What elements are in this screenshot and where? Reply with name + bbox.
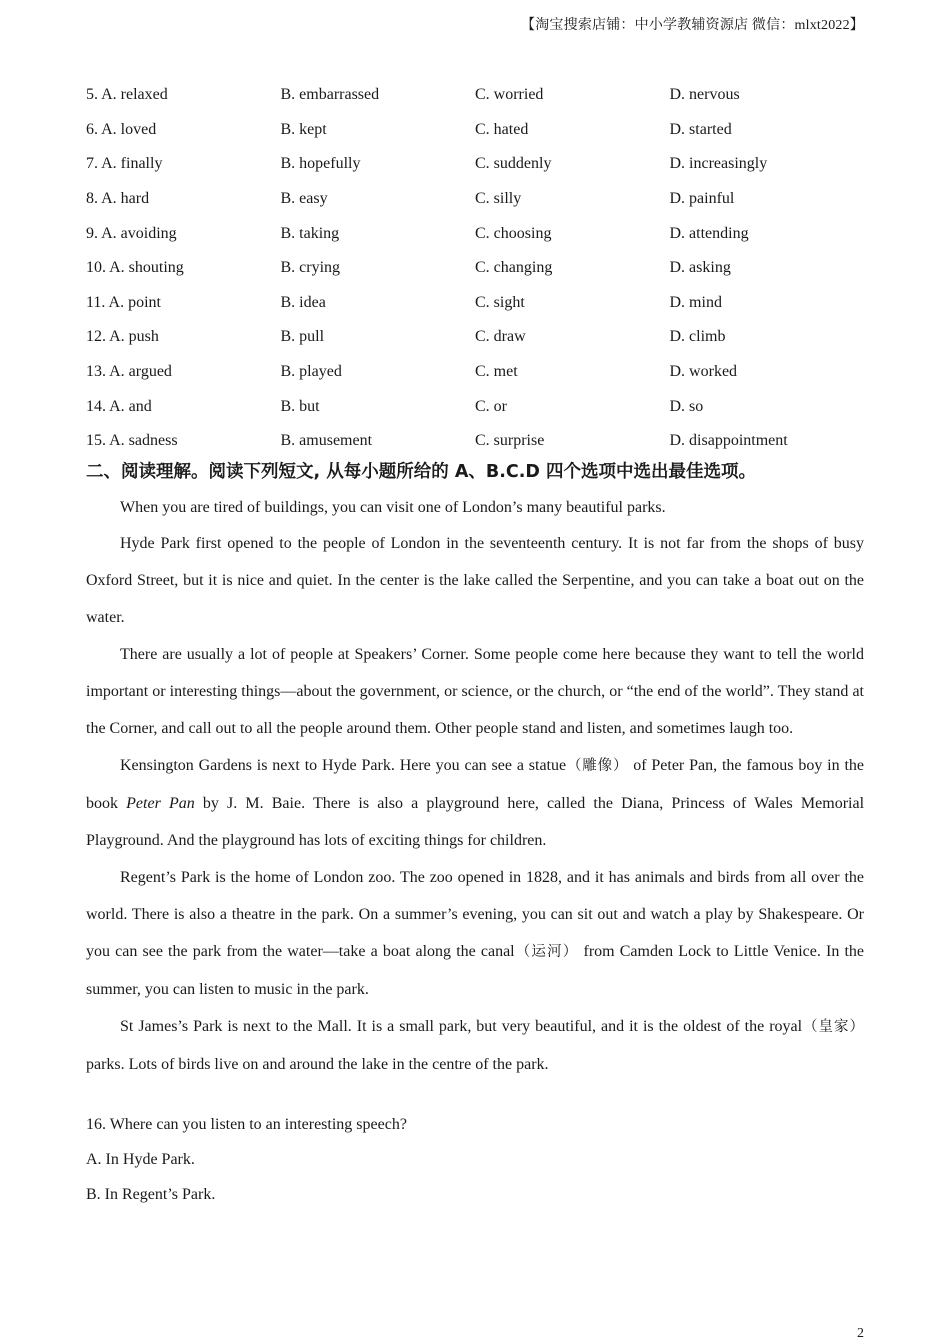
option-cell: 12. A. push	[86, 328, 159, 346]
paragraph-4-text-c: by J. M. Baie. There is also a playground here, called the Diana, Princess of Wales Memorial Playground. And the playground has lots of exciting things for children.	[86, 795, 865, 849]
option-cell: D. climb	[669, 328, 726, 346]
annotation-statue: （雕像）	[566, 758, 629, 774]
option-row	[86, 389, 886, 424]
paragraph-6-text-a: St James’s Park is next to the Mall. It is a small park, but very beautiful, and it is the oldest of the royal	[120, 1018, 803, 1035]
paragraph-6-text-b: parks. Lots of birds live on and around the lake in the centre of the park.	[86, 1056, 549, 1073]
option-row	[86, 424, 886, 459]
option-cell: D. asking	[669, 259, 731, 277]
option-row	[86, 216, 886, 251]
option-row	[86, 286, 886, 321]
option-row	[86, 320, 886, 355]
answer-options-table	[86, 78, 886, 459]
annotation-canal: （运河）	[514, 944, 579, 960]
paragraph-4	[86, 747, 864, 859]
option-cell: D. mind	[669, 293, 722, 311]
option-cell: 13. A. argued	[86, 363, 172, 381]
option-cell: D. increasingly	[669, 155, 768, 173]
option-cell: B. but	[280, 397, 320, 415]
option-row	[86, 78, 886, 113]
option-cell: B. crying	[280, 259, 341, 277]
choice-a: A. In Hyde Park.	[86, 1151, 195, 1168]
paragraph-4-text-b: of Peter Pan, the famous boy in the book	[86, 757, 865, 812]
paragraph-5-text-a: Regent’s Park is the home of London zoo. The zoo opened in 1828, and it has animals and birds from all over the world. There is also a theatre in the park. On a summer’s evening, you can sit out and watch a play by Shakespeare. Or you can see the park from the water—take a boat along the canal	[86, 869, 864, 960]
reading-passage	[86, 490, 864, 1083]
option-cell: D. so	[669, 397, 704, 415]
paragraph-3: There are usually a lot of people at Speakers’ Corner. Some people come here because they want to tell the world important or interesting things—about the government, or science, or the church, or “the end of the world”. They stand at the Corner, and call out to all the people around them. Other people stand and listen, and sometimes laugh too.	[86, 646, 864, 737]
option-cell: B. kept	[280, 120, 327, 138]
option-cell: C. silly	[475, 190, 522, 208]
annotation-royal: （皇家）	[802, 1019, 865, 1035]
section-title: 二、阅读理解。阅读下列短文, 从每小题所给的 A、B.C.D 四个选项中选出最佳选项。	[86, 462, 756, 482]
option-cell: D. disappointment	[669, 432, 788, 450]
page-header: 【淘宝搜索店铺：中小学教辅资源店 微信：mlxt2022】	[521, 18, 864, 33]
option-cell: 8. A. hard	[86, 190, 150, 208]
option-cell: C. met	[475, 363, 518, 381]
option-cell: B. embarrassed	[280, 86, 380, 104]
option-cell: B. idea	[280, 293, 326, 311]
option-row	[86, 355, 886, 390]
option-row	[86, 113, 886, 148]
paragraph-2: Hyde Park first opened to the people of London in the seventeenth century. It is not far from the shops of busy Oxford Street, but it is nice and quiet. In the center is the lake called the Serpentine, and you can take a boat out on the water.	[86, 535, 864, 626]
option-cell: D. worked	[669, 363, 738, 381]
option-cell: C. changing	[475, 259, 553, 277]
paragraph-5	[86, 859, 864, 1008]
option-row	[86, 182, 886, 217]
option-cell: B. easy	[280, 190, 328, 208]
choice-b: B. In Regent’s Park.	[86, 1186, 216, 1203]
option-cell: C. worried	[475, 86, 544, 104]
option-cell: C. surprise	[475, 432, 545, 450]
option-cell: C. suddenly	[475, 155, 552, 173]
option-cell: C. hated	[475, 120, 529, 138]
option-row	[86, 147, 886, 182]
option-cell: C. sight	[475, 293, 525, 311]
option-cell: B. pull	[280, 328, 325, 346]
option-cell: D. nervous	[669, 86, 740, 104]
option-cell: B. hopefully	[280, 155, 361, 173]
option-cell: B. played	[280, 363, 342, 381]
option-cell: C. draw	[475, 328, 526, 346]
option-cell: C. choosing	[475, 224, 552, 242]
option-cell: D. attending	[669, 224, 749, 242]
paragraph-5-text-b: from Camden Lock to Little Venice. In the summer, you can listen to music in the park.	[86, 943, 865, 998]
option-cell: C. or	[475, 397, 507, 415]
option-cell: 5. A. relaxed	[86, 86, 168, 104]
option-cell: 7. A. finally	[86, 155, 163, 173]
question-stem: 16. Where can you listen to an interesting speech?	[86, 1116, 407, 1133]
option-cell: B. taking	[280, 224, 340, 242]
paragraph-4-text-a: Kensington Gardens is next to Hyde Park. Here you can see a statue	[120, 757, 567, 774]
option-cell: 9. A. avoiding	[86, 224, 177, 242]
option-cell: D. painful	[669, 190, 735, 208]
paragraph-6	[86, 1008, 864, 1083]
option-cell: 6. A. loved	[86, 120, 157, 138]
option-row	[86, 251, 886, 286]
option-cell: 15. A. sadness	[86, 432, 178, 450]
option-cell: B. amusement	[280, 432, 373, 450]
option-cell: 11. A. point	[86, 293, 161, 311]
option-cell: D. started	[669, 120, 732, 138]
page-number: 2	[857, 1326, 864, 1341]
option-cell: 14. A. and	[86, 397, 152, 415]
option-cell: 10. A. shouting	[86, 259, 184, 277]
book-title: Peter Pan	[126, 795, 195, 812]
paragraph-1: When you are tired of buildings, you can visit one of London’s many beautiful parks.	[120, 499, 666, 516]
